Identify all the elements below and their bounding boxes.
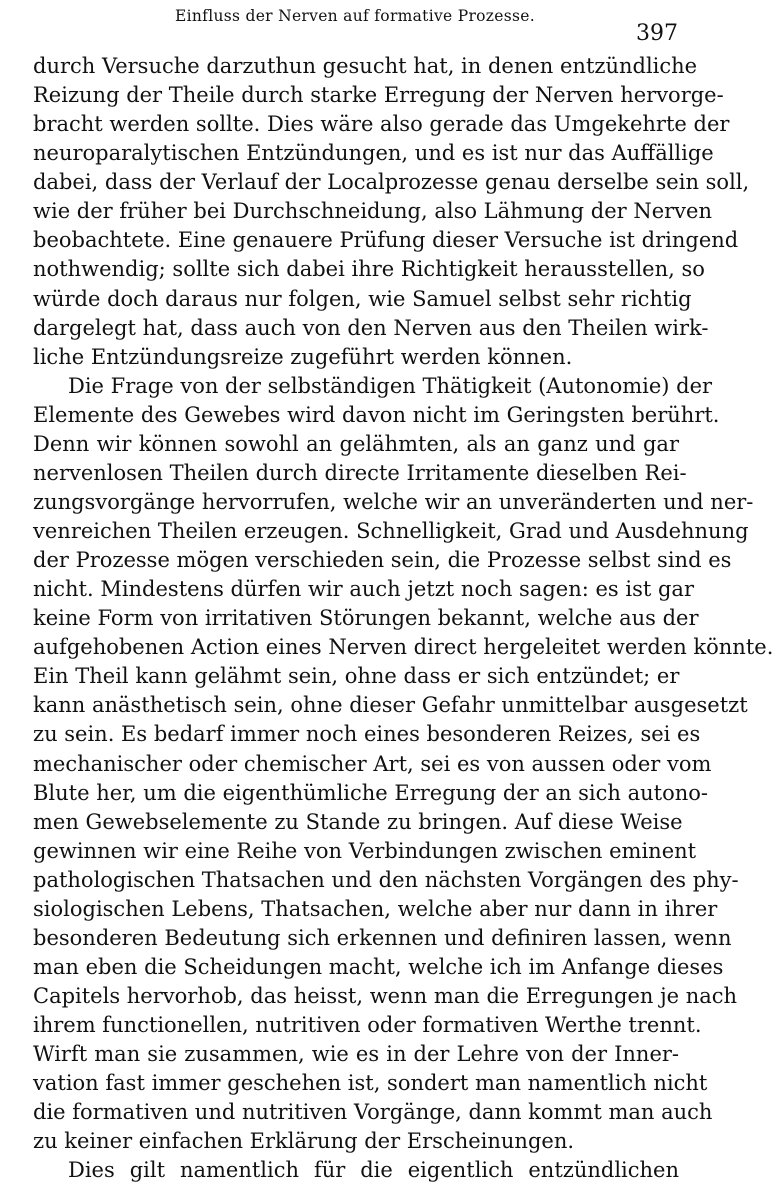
text-line: nothwendig; sollte sich dabei ihre Richtigkeit herausstellen, so (33, 257, 705, 282)
paragraph-end-line: liche Entzündungsreize zugeführt werden können. (33, 344, 573, 369)
text-line: zu sein. Es bedarf immer noch eines besonderen Reizes, sei es (33, 722, 701, 747)
text-line: vation fast immer geschehen ist, sondert man namentlich nicht (33, 1071, 708, 1096)
running-head: Einfluss der Nerven auf formative Prozesse. (175, 7, 535, 25)
text-line: man eben die Scheidungen macht, welche ich im Anfange dieses (33, 954, 724, 979)
text-line: zungsvorgänge hervorrufen, welche wir an unveränderten und ner- (33, 489, 754, 514)
text-line: Wirft man sie zusammen, wie es in der Lehre von der Inner- (33, 1042, 679, 1067)
text-line: Blute her, um die eigenthümliche Erregung der an sich autono- (33, 780, 708, 805)
text-line: kann anästhetisch sein, ohne dieser Gefahr unmittelbar ausgesetzt (33, 693, 748, 718)
text-line: der Prozesse mögen verschieden sein, die Prozesse selbst sind es (33, 548, 732, 573)
paragraph-end-line: zu keiner einfachen Erklärung der Erscheinungen. (33, 1129, 575, 1154)
text-line: Ein Theil kann gelähmt sein, ohne dass er sich entzündet; er (33, 664, 680, 689)
paragraph-first-line: Die Frage von der selbständigen Thätigkeit (Autonomie) der (68, 373, 713, 398)
paragraph-first-line: Dies gilt namentlich für die eigentlich entzündlichen (68, 1158, 679, 1183)
text-line: siologischen Lebens, Thatsachen, welche aber nur dann in ihrer (33, 896, 718, 921)
text-line: mechanischer oder chemischer Art, sei es von aussen oder vom (33, 751, 712, 776)
text-line: die formativen und nutritiven Vorgänge, dann kommt man auch (33, 1100, 713, 1125)
text-line: bracht werden sollte. Dies wäre also gerade das Umgekehrte der (33, 112, 730, 137)
body-text (33, 52, 773, 1185)
text-line: Denn wir können sowohl an gelähmten, als an ganz und gar (33, 431, 679, 456)
text-line: aufgehobenen Action eines Nerven direct hergeleitet werden könnte. (33, 635, 773, 660)
text-line: ihrem functionellen, nutritiven oder formativen Werthe trennt. (33, 1013, 702, 1038)
text-line: Capitels hervorhob, das heisst, wenn man die Erregungen je nach (33, 984, 738, 1008)
text-line: pathologischen Thatsachen und den nächsten Vorgängen des phy- (33, 867, 739, 892)
text-line: nicht. Mindestens dürfen wir auch jetzt noch sagen: es ist gar (33, 577, 694, 602)
page-number: 397 (636, 21, 678, 46)
text-line: Elemente des Gewebes wird davon nicht im Geringsten berührt. (33, 402, 720, 427)
text-line: nervenlosen Theilen durch directe Irritamente dieselben Rei- (33, 460, 687, 485)
text-line: dabei, dass der Verlauf der Localprozesse genau derselbe sein soll, (33, 170, 750, 195)
text-line: Reizung der Theile durch starke Erregung der Nerven hervorge- (33, 83, 724, 108)
text-line: neuroparalytischen Entzündungen, und es ist nur das Auffällige (33, 141, 714, 166)
text-line: gewinnen wir eine Reihe von Verbindungen zwischen eminent (33, 838, 697, 863)
text-line: venreichen Theilen erzeugen. Schnelligkeit, Grad und Ausdehnung (33, 519, 749, 543)
text-line: besonderen Bedeutung sich erkennen und definiren lassen, wenn (33, 925, 732, 950)
text-line: beobachtete. Eine genauere Prüfung dieser Versuche ist dringend (33, 228, 739, 253)
text-line: men Gewebselemente zu Stande zu bringen. Auf diese Weise (33, 809, 683, 834)
text-line: durch Versuche darzuthun gesucht hat, in denen entzündliche (33, 54, 698, 78)
text-line: wie der früher bei Durchschneidung, also Lähmung der Nerven (33, 199, 712, 224)
text-line: keine Form von irritativen Störungen bekannt, welche aus der (33, 606, 699, 631)
text-line: würde doch daraus nur folgen, wie Samuel selbst sehr richtig (33, 286, 692, 311)
text-line: dargelegt hat, dass auch von den Nerven aus den Theilen wirk- (33, 315, 709, 340)
